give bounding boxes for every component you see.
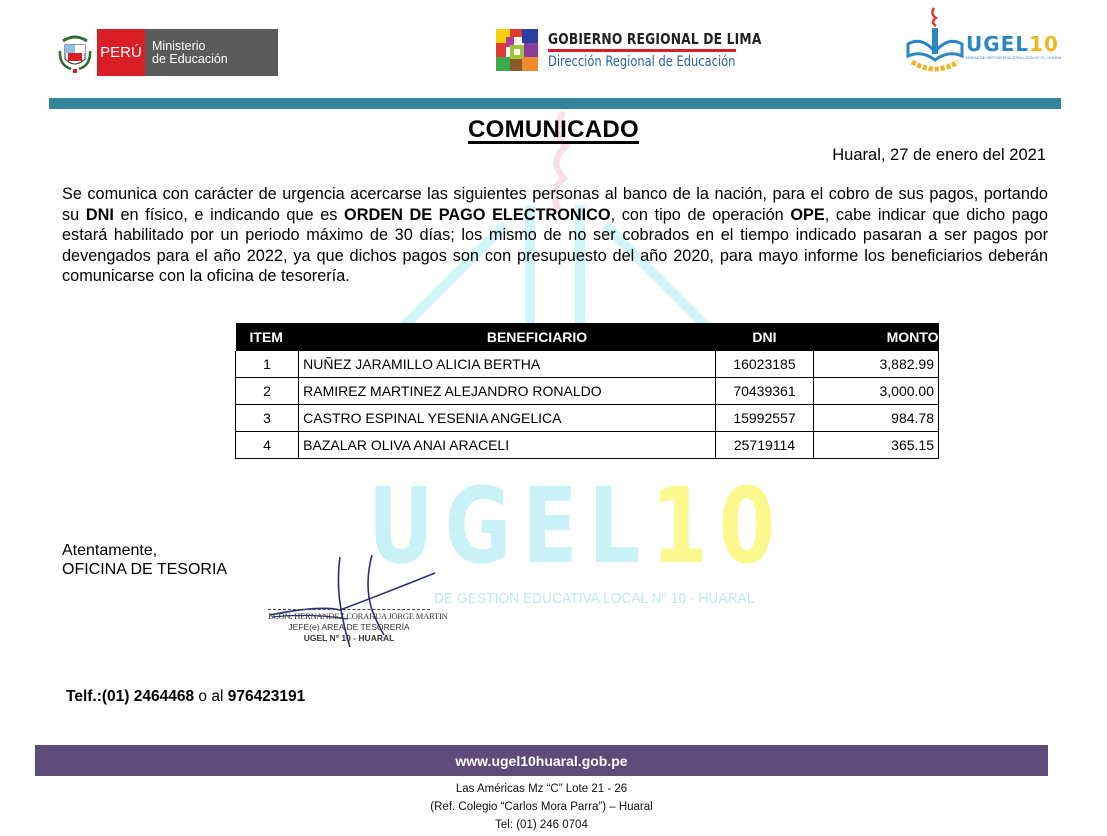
watermark-ugel-number: 10 [651, 465, 786, 587]
footer-website-link[interactable]: www.ugel10huaral.gob.pe [455, 752, 628, 769]
cell-beneficiario: NUÑEZ JARAMILLO ALICIA BERTHA [299, 351, 716, 378]
table-row [236, 351, 939, 378]
footer-address-line1: Las Américas Mz “C” Lote 21 - 26 [455, 783, 628, 795]
signatory-office-text: UGEL N° 10 - HUARAL [303, 633, 395, 643]
gore-title: GOBIERNO REGIONAL DE LIMA [548, 30, 762, 48]
ministerio-line1: Ministerio [152, 38, 206, 53]
table-header-row [236, 323, 939, 351]
header-rule [49, 98, 1061, 109]
signatory-name: ECON. HERNANDEZ CORAHUA JORGE MARTIN [268, 611, 448, 621]
ugel10-wordmark [966, 32, 1059, 56]
signatory-office [268, 633, 430, 644]
peru-coat-of-arms-icon [57, 31, 93, 75]
footer-address [0, 780, 1083, 834]
cell-dni: 70439361 [715, 378, 813, 405]
announcement-body [62, 184, 1048, 287]
header-dni: DNI [715, 323, 813, 351]
footer-tel: Tel: (01) 246 0704 [495, 819, 588, 831]
ugel10-logo [904, 4, 1062, 76]
footer-website-band [35, 745, 1048, 776]
document-title: COMUNICADO [468, 116, 639, 143]
gore-divider [548, 49, 736, 52]
beneficiaries-table [235, 323, 939, 459]
book-torch-icon [904, 4, 966, 76]
ugel-word: UGEL [966, 32, 1030, 56]
ugel10-tagline: UNIDAD DE GESTION EDUCATIVA LOCAL N° 10 - HUARAL [966, 56, 1062, 60]
document-date: Huaral, 27 de enero del 2021 [832, 146, 1046, 164]
cell-beneficiario: RAMIREZ MARTINEZ ALEJANDRO RONALDO [299, 378, 716, 405]
watermark-ugel-word: UGEL [368, 465, 652, 587]
gore-subtitle: Dirección Regional de Educación [548, 54, 736, 70]
signature-block [268, 609, 448, 644]
ministerio-label [145, 29, 278, 76]
body-bold-dni: DNI [85, 205, 114, 224]
closing-salutation: Atentamente, [62, 542, 158, 559]
cell-dni: 16023185 [715, 351, 813, 378]
cell-item: 3 [236, 405, 299, 432]
body-bold-orden-pago: ORDEN DE PAGO ELECTRONICO [344, 205, 611, 224]
header-beneficiario: BENEFICIARIO [299, 323, 716, 351]
header-monto: MONTO [814, 323, 939, 351]
table-row [236, 432, 939, 459]
ugel-number: 10 [1029, 32, 1059, 56]
phone-connector: o al [194, 688, 228, 705]
cell-beneficiario: CASTRO ESPINAL YESENIA ANGELICA [299, 405, 716, 432]
cell-monto: 984.78 [814, 405, 939, 432]
gobierno-regional-logo [494, 26, 762, 74]
footer-address-line2: (Ref. Colegio “Carlos Mora Parra”) – Huaral [430, 801, 653, 813]
closing-office: OFICINA DE TESORIA [62, 561, 228, 578]
cell-item: 4 [236, 432, 299, 459]
watermark-subtitle: DE GESTION EDUCATIVA LOCAL N° 10 - HUARAL [434, 590, 755, 607]
table-row [236, 405, 939, 432]
gore-emblem-icon [494, 27, 540, 73]
body-bold-ope: OPE [790, 205, 825, 224]
phone-landline: Telf.:(01) 2464468 [66, 688, 195, 705]
header-item: ITEM [236, 323, 299, 351]
cell-dni: 15992557 [715, 405, 813, 432]
cell-dni: 25719114 [715, 432, 813, 459]
cell-item: 2 [236, 378, 299, 405]
table-row [236, 378, 939, 405]
minedu-logo [57, 29, 278, 76]
cell-monto: 3,882.99 [814, 351, 939, 378]
contact-phone [66, 688, 305, 706]
ministerio-line2: de Educación [152, 51, 228, 66]
closing-block [62, 541, 227, 579]
peru-label: PERÚ [97, 29, 145, 76]
body-segment: , cabe indicar que dicho pago estará habilitado por un periodo máximo de 30 días; los mismo de no ser cobrados en el tiempo indicado pasaran a ser pagos por devengados para el año 2022, ya que dichos pagos son con presupuesto del año 2020, para mayo informe los beneficiarios deberán comunicarse con la oficina de tesorería. [62, 205, 1048, 285]
cell-beneficiario: BAZALAR OLIVA ANAI ARACELI [299, 432, 716, 459]
body-segment: Se comunica con carácter de urgencia acercarse las siguientes personas al banco de la nación, para el cobro de sus pagos, portando su [62, 185, 1048, 224]
body-segment: en físico, e indicando que es [113, 205, 345, 224]
phone-mobile: 976423191 [227, 688, 306, 705]
cell-monto: 365.15 [814, 432, 939, 459]
signatory-role: JEFE(e) AREA DE TESORERÍA [288, 622, 410, 632]
body-segment: , con tipo de operación [610, 205, 791, 224]
signature-line [268, 609, 430, 610]
cell-monto: 3,000.00 [814, 378, 939, 405]
cell-item: 1 [236, 351, 299, 378]
